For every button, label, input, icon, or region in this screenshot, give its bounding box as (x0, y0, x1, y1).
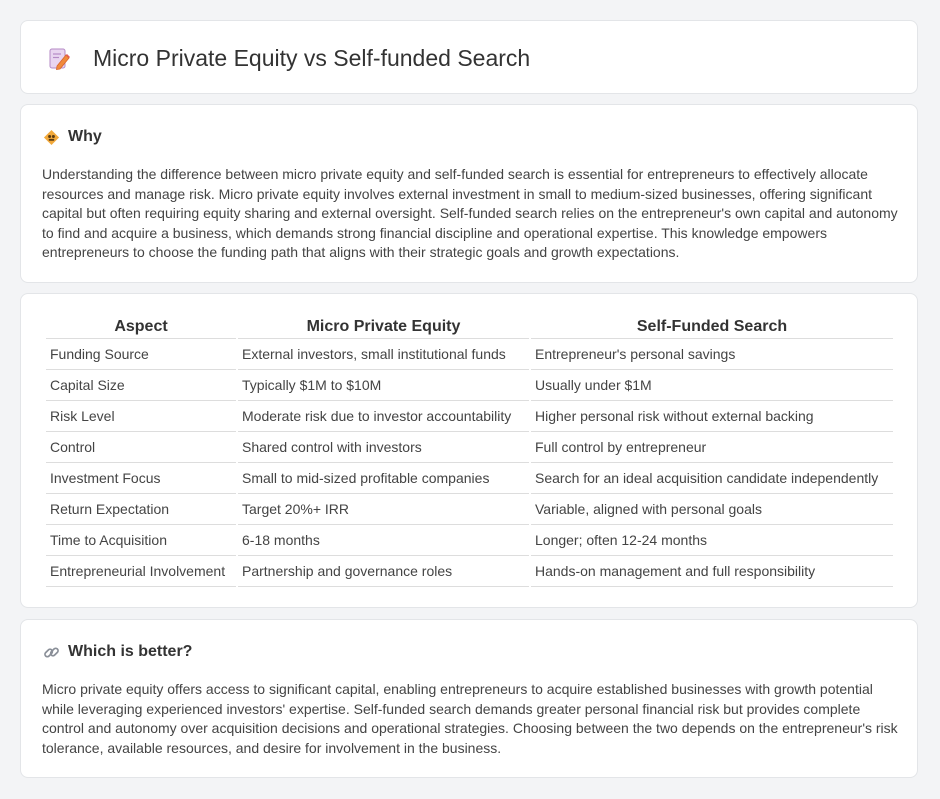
table-cell: Investment Focus (46, 463, 236, 494)
table-row (46, 401, 893, 432)
table-cell: Time to Acquisition (46, 525, 236, 556)
header-aspect: Aspect (46, 316, 236, 339)
table-row (46, 339, 893, 370)
table-cell: Partnership and governance roles (238, 556, 529, 587)
table-row (46, 525, 893, 556)
which-is-better-heading: Which is better? (68, 643, 193, 660)
why-section (20, 104, 918, 283)
table-cell: Usually under $1M (531, 370, 893, 401)
table-cell: Higher personal risk without external backing (531, 401, 893, 432)
table-cell: Entrepreneur's personal savings (531, 339, 893, 370)
which-is-better-text: Micro private equity offers access to significant capital, enabling entrepreneurs to acquire established businesses with growth potential while leveraging experienced investors' expertise. Self-funded search demands greater personal financial risk but provides complete control and autonomy over acquisition decisions and operational strategies. Choosing between the two depends on the entrepreneur's risk tolerance, available resources, and desire for involvement in the business. (42, 681, 898, 756)
why-text: Understanding the difference between micro private equity and self-funded search is essential for entrepreneurs to effectively allocate resources and manage risk. Micro private equity involves external investment in small to medium-sized businesses, offering significant capital but often requiring equity sharing and external oversight. Self-funded search relies on the entrepreneur's own capital and autonomy to find and acquire a business, which demands strong financial discipline and operational expertise. This knowledge empowers entrepreneurs to choose the funding path that aligns with their strategic goals and growth expectations. (42, 166, 898, 261)
table-cell: Target 20%+ IRR (238, 494, 529, 525)
diamond-sign-icon (43, 129, 60, 146)
table-cell: 6-18 months (238, 525, 529, 556)
table-cell: Hands-on management and full responsibility (531, 556, 893, 587)
table-row (46, 556, 893, 587)
title-card (20, 20, 918, 94)
table-cell: Variable, aligned with personal goals (531, 494, 893, 525)
table-cell: Small to mid-sized profitable companies (238, 463, 529, 494)
table-row (46, 494, 893, 525)
table-cell: Risk Level (46, 401, 236, 432)
comparison-section (20, 293, 918, 608)
link-icon (43, 644, 60, 661)
table-cell: Moderate risk due to investor accountability (238, 401, 529, 432)
table-cell: Search for an ideal acquisition candidate independently (531, 463, 893, 494)
page-title: Micro Private Equity vs Self-funded Search (93, 45, 531, 71)
why-heading: Why (68, 128, 102, 145)
header-self-funded-search: Self-Funded Search (531, 316, 893, 339)
pencil-document-icon (47, 47, 71, 71)
table-cell: Full control by entrepreneur (531, 432, 893, 463)
table-cell: External investors, small institutional funds (238, 339, 529, 370)
table-cell: Entrepreneurial Involvement (46, 556, 236, 587)
comparison-table (44, 316, 895, 587)
table-cell: Typically $1M to $10M (238, 370, 529, 401)
table-row (46, 432, 893, 463)
table-cell: Funding Source (46, 339, 236, 370)
table-cell: Capital Size (46, 370, 236, 401)
table-cell: Control (46, 432, 236, 463)
table-cell: Return Expectation (46, 494, 236, 525)
table-header-row (46, 316, 893, 339)
table-cell: Longer; often 12-24 months (531, 525, 893, 556)
header-micro-private-equity: Micro Private Equity (238, 316, 529, 339)
which-is-better-section (20, 619, 918, 778)
table-cell: Shared control with investors (238, 432, 529, 463)
table-row (46, 370, 893, 401)
table-row (46, 463, 893, 494)
